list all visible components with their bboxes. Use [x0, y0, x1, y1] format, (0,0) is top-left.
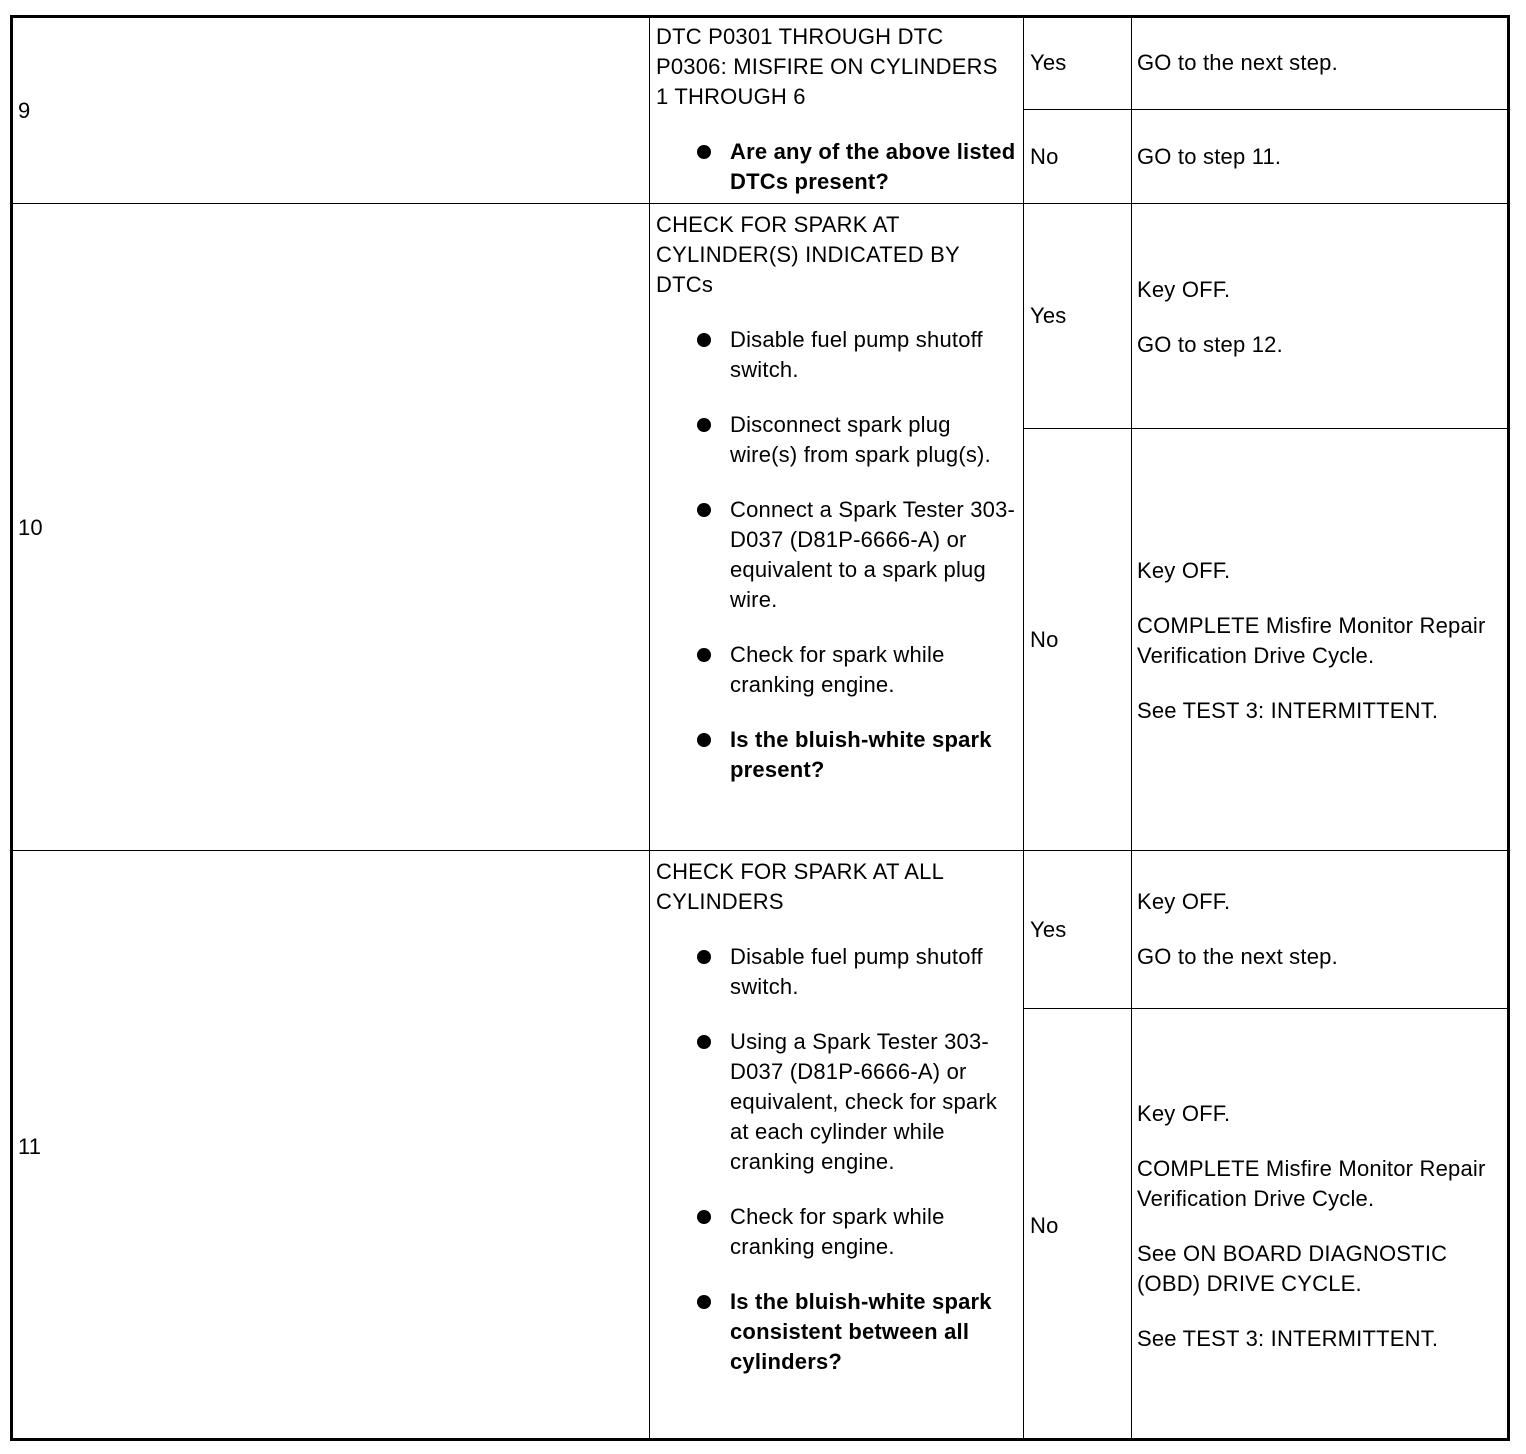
yesno-divider-9 — [1023, 109, 1510, 110]
step-10-yes-actions: Key OFF. GO to step 12. — [1137, 277, 1283, 357]
step-11-bullets — [656, 942, 1016, 1377]
bullet-icon — [697, 950, 711, 964]
step-10-no-label: No — [1030, 627, 1059, 652]
step-11-no-label: No — [1030, 1213, 1059, 1238]
row-divider-9-10 — [10, 203, 1510, 204]
step-9-yes-actions: GO to the next step. — [1137, 50, 1338, 75]
row-divider-10-11 — [10, 850, 1510, 851]
bullet-icon — [697, 333, 711, 347]
step-11-no-actions: Key OFF. COMPLETE Misfire Monitor Repair Verification Drive Cycle. See ON BOARD DIAGNOSTIC (OBD) DRIVE CYCLE. See TEST 3: INTERMITTENT. — [1137, 1101, 1486, 1351]
bullet-icon — [697, 733, 711, 747]
step-9-bullets — [656, 137, 1016, 197]
step-11-bullet: Using a Spark Tester 303-D037 (D81P-6666-A) or equivalent, check for spark at each cylinder while cranking engine. — [656, 1027, 1016, 1177]
bullet-icon — [697, 1035, 711, 1049]
step-9-no-actions: GO to step 11. — [1137, 144, 1282, 169]
step-10-yes-label: Yes — [1030, 303, 1067, 328]
step-10-title: CHECK FOR SPARK AT CYLINDER(S) INDICATED BY DTCs — [656, 212, 960, 297]
step-11-title: CHECK FOR SPARK AT ALL CYLINDERS — [656, 859, 944, 914]
bullet-icon — [697, 503, 711, 517]
step-10-bullet: Disconnect spark plug wire(s) from spark plug(s). — [656, 410, 1016, 470]
step-number-9: 9 — [18, 98, 31, 123]
yesno-divider-11 — [1023, 1008, 1510, 1009]
bullet-icon — [697, 145, 711, 159]
bullet-icon — [697, 418, 711, 432]
yesno-divider-10 — [1023, 428, 1510, 429]
step-10-bullet: Is the bluish-white spark present? — [656, 725, 1016, 785]
step-9-description — [656, 22, 1016, 197]
step-10-bullet: Connect a Spark Tester 303-D037 (D81P-6666-A) or equivalent to a spark plug wire. — [656, 495, 1016, 615]
bullet-icon — [697, 1295, 711, 1309]
step-number-11: 11 — [18, 1134, 42, 1159]
step-9-no-label: No — [1030, 144, 1059, 169]
step-9-yes-label: Yes — [1030, 50, 1067, 75]
step-10-no-actions: Key OFF. COMPLETE Misfire Monitor Repair Verification Drive Cycle. See TEST 3: INTERMITTENT. — [1137, 558, 1486, 723]
step-9-bullet: Are any of the above listed DTCs present? — [656, 137, 1016, 197]
step-10-description — [656, 210, 1016, 785]
bullet-icon — [697, 648, 711, 662]
step-10-bullets — [656, 325, 1016, 785]
step-11-yes-label: Yes — [1030, 917, 1067, 942]
step-9-title: DTC P0301 THROUGH DTC P0306: MISFIRE ON CYLINDERS 1 THROUGH 6 — [656, 24, 998, 109]
step-11-bullet: Is the bluish-white spark consistent between all cylinders? — [656, 1287, 1016, 1377]
step-number-10: 10 — [18, 515, 43, 540]
step-11-bullet: Check for spark while cranking engine. — [656, 1202, 1016, 1262]
column-divider-action — [1131, 15, 1132, 1441]
column-divider-answer — [1023, 15, 1024, 1441]
step-11-yes-actions: Key OFF. GO to the next step. — [1137, 889, 1338, 969]
step-11-description — [656, 857, 1016, 1377]
step-11-bullet: Disable fuel pump shutoff switch. — [656, 942, 1016, 1002]
bullet-icon — [697, 1210, 711, 1224]
step-10-bullet: Disable fuel pump shutoff switch. — [656, 325, 1016, 385]
step-10-bullet: Check for spark while cranking engine. — [656, 640, 1016, 700]
column-divider-desc — [649, 15, 650, 1441]
